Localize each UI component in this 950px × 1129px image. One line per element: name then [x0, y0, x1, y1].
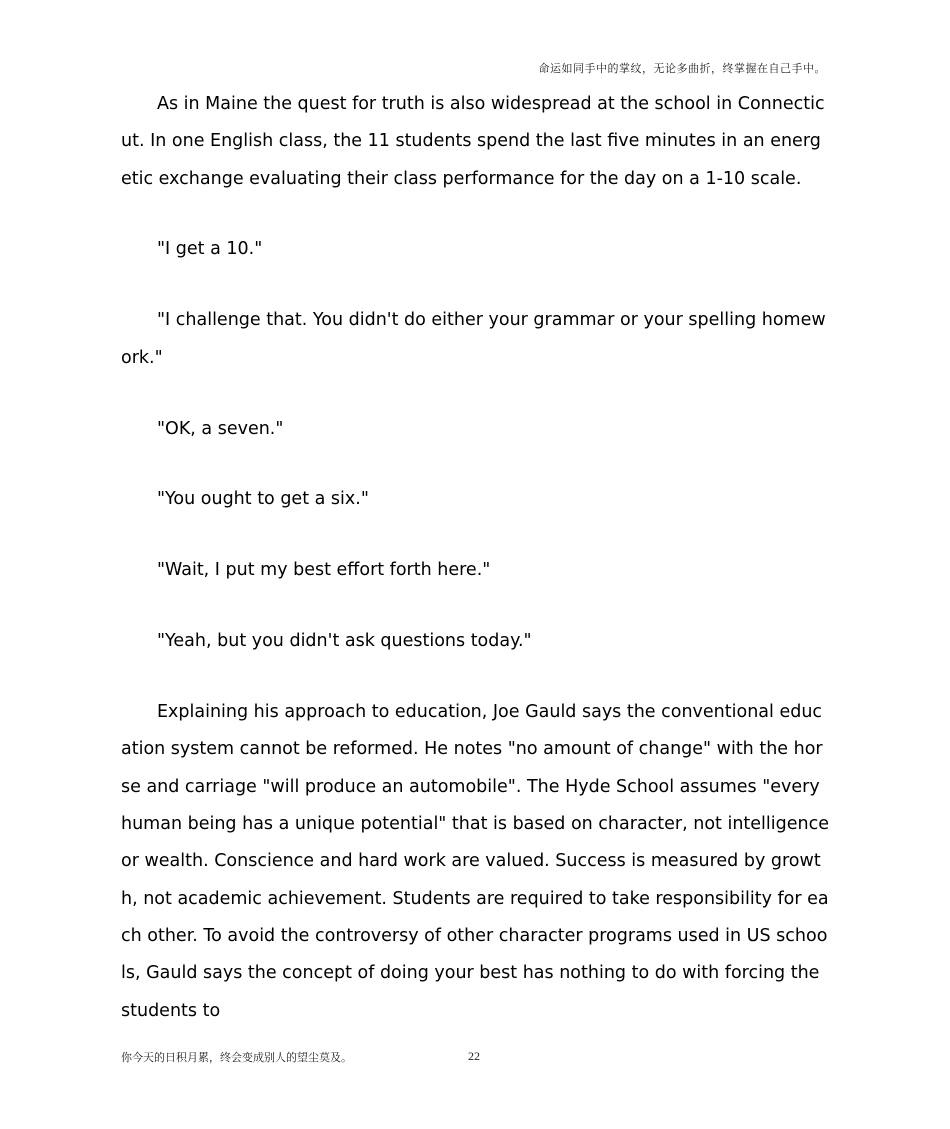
dialogue-line: "Wait, I put my best effort forth here." — [157, 560, 491, 581]
dialogue-line: "OK, a seven." — [157, 418, 284, 439]
paragraph-intro: As in Maine the quest for truth is also widespread at the school in Connecticut. In one English class, the 11 students spend the last five minutes in an energetic exchange evaluating their class performance for the day on a 1-10 scale. — [121, 94, 825, 189]
dialogue-line: "Yeah, but you didn't ask questions today." — [157, 631, 532, 652]
footer-motto: 你今天的日积月累，终会变成别人的望尘莫及。 — [121, 1051, 352, 1064]
dialogue-line: "You ought to get a six." — [157, 489, 369, 510]
dialogue-line: "I get a 10." — [157, 239, 263, 260]
body-text — [121, 86, 831, 1030]
header-motto: 命运如同手中的掌纹，无论多曲折，终掌握在自己手中。 — [538, 62, 826, 75]
dialogue-line: "I challenge that. You didn't do either your grammar or your spelling homework." — [121, 310, 826, 368]
paragraph-explanation: Explaining his approach to education, Joe Gauld says the conventional education system cannot be reformed. He notes "no amount of change" with the horse and carriage "will produce an automobile". The Hyde School assumes "every human being has a unique potential" that is based on character, not intelligence or wealth. Conscience and hard work are valued. Success is measured by growth, not academic achievement. Students are required to take responsibility for each other. To avoid the controversy of other character programs used in US schools, Gauld says the concept of doing your best has nothing to do with forcing the students to — [121, 702, 829, 1021]
page-number: 22 — [468, 1049, 480, 1063]
